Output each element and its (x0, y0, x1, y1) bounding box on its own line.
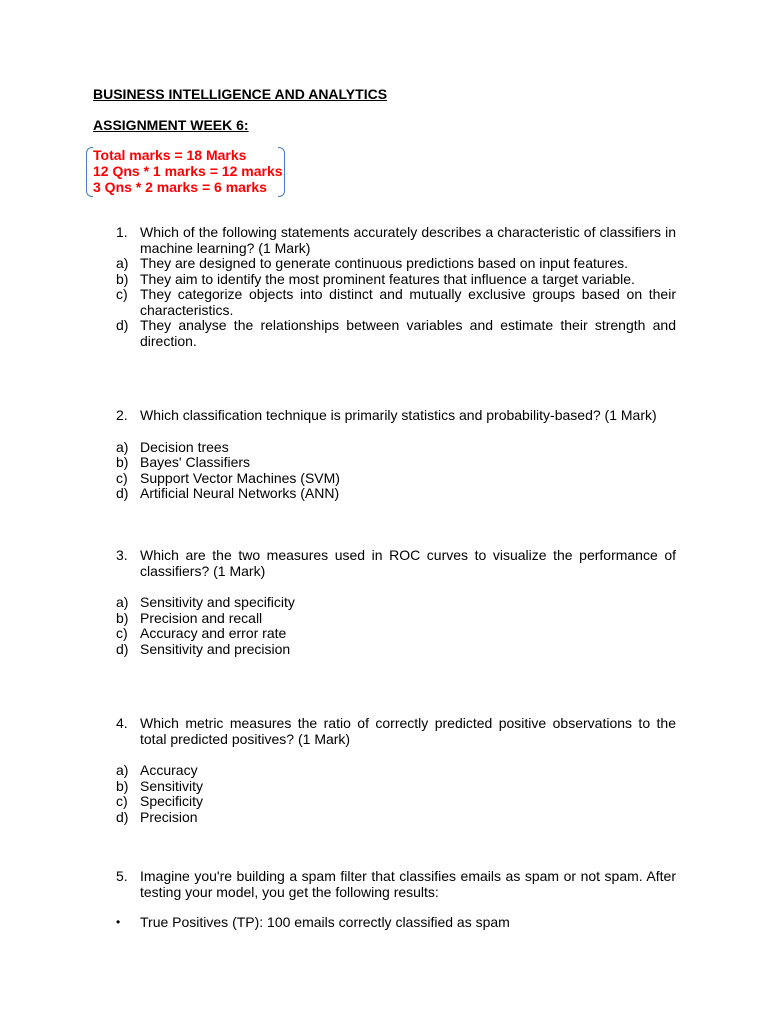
assignment-week-heading: ASSIGNMENT WEEK 6: (93, 117, 249, 133)
option-b (116, 272, 676, 288)
question-stem (116, 408, 676, 424)
option-d (116, 642, 676, 658)
option-a (116, 256, 676, 272)
question-text: Which of the following statements accurately describes a characteristic of classifiers in machine learning? (1 Mark) (140, 224, 676, 256)
option-label: a) (116, 594, 129, 610)
option-label: b) (116, 454, 129, 470)
option-a (116, 440, 676, 456)
option-label: a) (116, 438, 129, 455)
question-stem (116, 225, 676, 256)
option-text: Specificity (140, 793, 204, 809)
option-text: They aim to identify the most prominent features that influence a target variable. (140, 270, 635, 287)
right-bracket (278, 147, 285, 197)
option-d (116, 318, 676, 349)
question-number: 4. (116, 715, 128, 731)
option-label: d) (116, 485, 129, 501)
option-text: They are designed to generate continuous predictions based on input features. (140, 255, 628, 271)
option-b (116, 779, 676, 795)
question-5 (116, 869, 676, 900)
question-number: 3. (116, 547, 128, 563)
option-label: c) (116, 469, 128, 486)
option-label: a) (116, 255, 129, 271)
question-2 (116, 408, 676, 502)
bullet-text: True Positives (TP): 100 emails correctly classified as spam (140, 914, 510, 930)
question-text: Which metric measures the ratio of correctly predicted positive observations to the total predicted positives? (1 Mark) (140, 715, 676, 747)
option-text: Accuracy (140, 762, 198, 778)
option-c (116, 287, 676, 318)
option-label: c) (116, 625, 128, 641)
bullet-item (116, 915, 676, 931)
question-text: Which classification technique is primarily statistics and probability-based? (1 Mark) (140, 407, 657, 423)
option-c (116, 794, 676, 810)
one-mark-questions-line: 12 Qns * 1 marks = 12 marks (93, 163, 283, 179)
document-title: BUSINESS INTELLIGENCE AND ANALYTICS (93, 86, 388, 102)
question-number: 1. (116, 224, 128, 240)
question-text: Imagine you're building a spam filter that classifies emails as spam or not spam. After testing your model, you get the following results: (140, 868, 676, 900)
option-text: They categorize objects into distinct and mutually exclusive groups based on their characteristics. (140, 286, 676, 318)
option-label: c) (116, 793, 128, 809)
option-d (116, 810, 676, 826)
option-label: a) (116, 762, 129, 778)
option-b (116, 611, 676, 627)
option-text: They analyse the relationships between variables and estimate their strength and direction. (140, 317, 676, 349)
option-label: d) (116, 640, 129, 657)
question-4 (116, 716, 676, 825)
question-3 (116, 548, 676, 657)
question-number: 5. (116, 868, 128, 884)
option-c (116, 626, 676, 642)
bullet-icon: • (116, 915, 121, 929)
option-label: c) (116, 286, 128, 302)
option-text: Accuracy and error rate (140, 625, 287, 641)
question-text: Which are the two measures used in ROC curves to visualize the performance of classifiers? (1 Mark) (140, 547, 676, 579)
option-text: Precision (140, 808, 198, 825)
option-text: Decision trees (140, 438, 229, 455)
option-text: Sensitivity and specificity (140, 594, 295, 610)
question-stem (116, 716, 676, 747)
option-text: Bayes' Classifiers (140, 454, 251, 470)
option-label: d) (116, 808, 129, 825)
question-stem (116, 548, 676, 579)
two-mark-questions-line: 3 Qns * 2 marks = 6 marks (93, 179, 267, 195)
option-a (116, 595, 676, 611)
option-text: Artificial Neural Networks (ANN) (140, 485, 340, 501)
option-b (116, 455, 676, 471)
left-bracket (86, 147, 93, 197)
total-marks-line: Total marks = 18 Marks (93, 147, 247, 163)
option-d (116, 486, 676, 502)
option-c (116, 471, 676, 487)
option-text: Precision and recall (140, 609, 263, 626)
question-1 (116, 225, 676, 349)
option-text: Sensitivity (140, 777, 204, 794)
option-label: b) (116, 609, 129, 626)
option-text: Sensitivity and precision (140, 640, 291, 657)
option-label: b) (116, 270, 129, 287)
marks-summary (86, 147, 286, 197)
option-label: d) (116, 317, 129, 333)
question-stem (116, 869, 676, 900)
question-number: 2. (116, 407, 128, 423)
option-a (116, 763, 676, 779)
option-label: b) (116, 777, 129, 794)
option-text: Support Vector Machines (SVM) (140, 469, 340, 486)
